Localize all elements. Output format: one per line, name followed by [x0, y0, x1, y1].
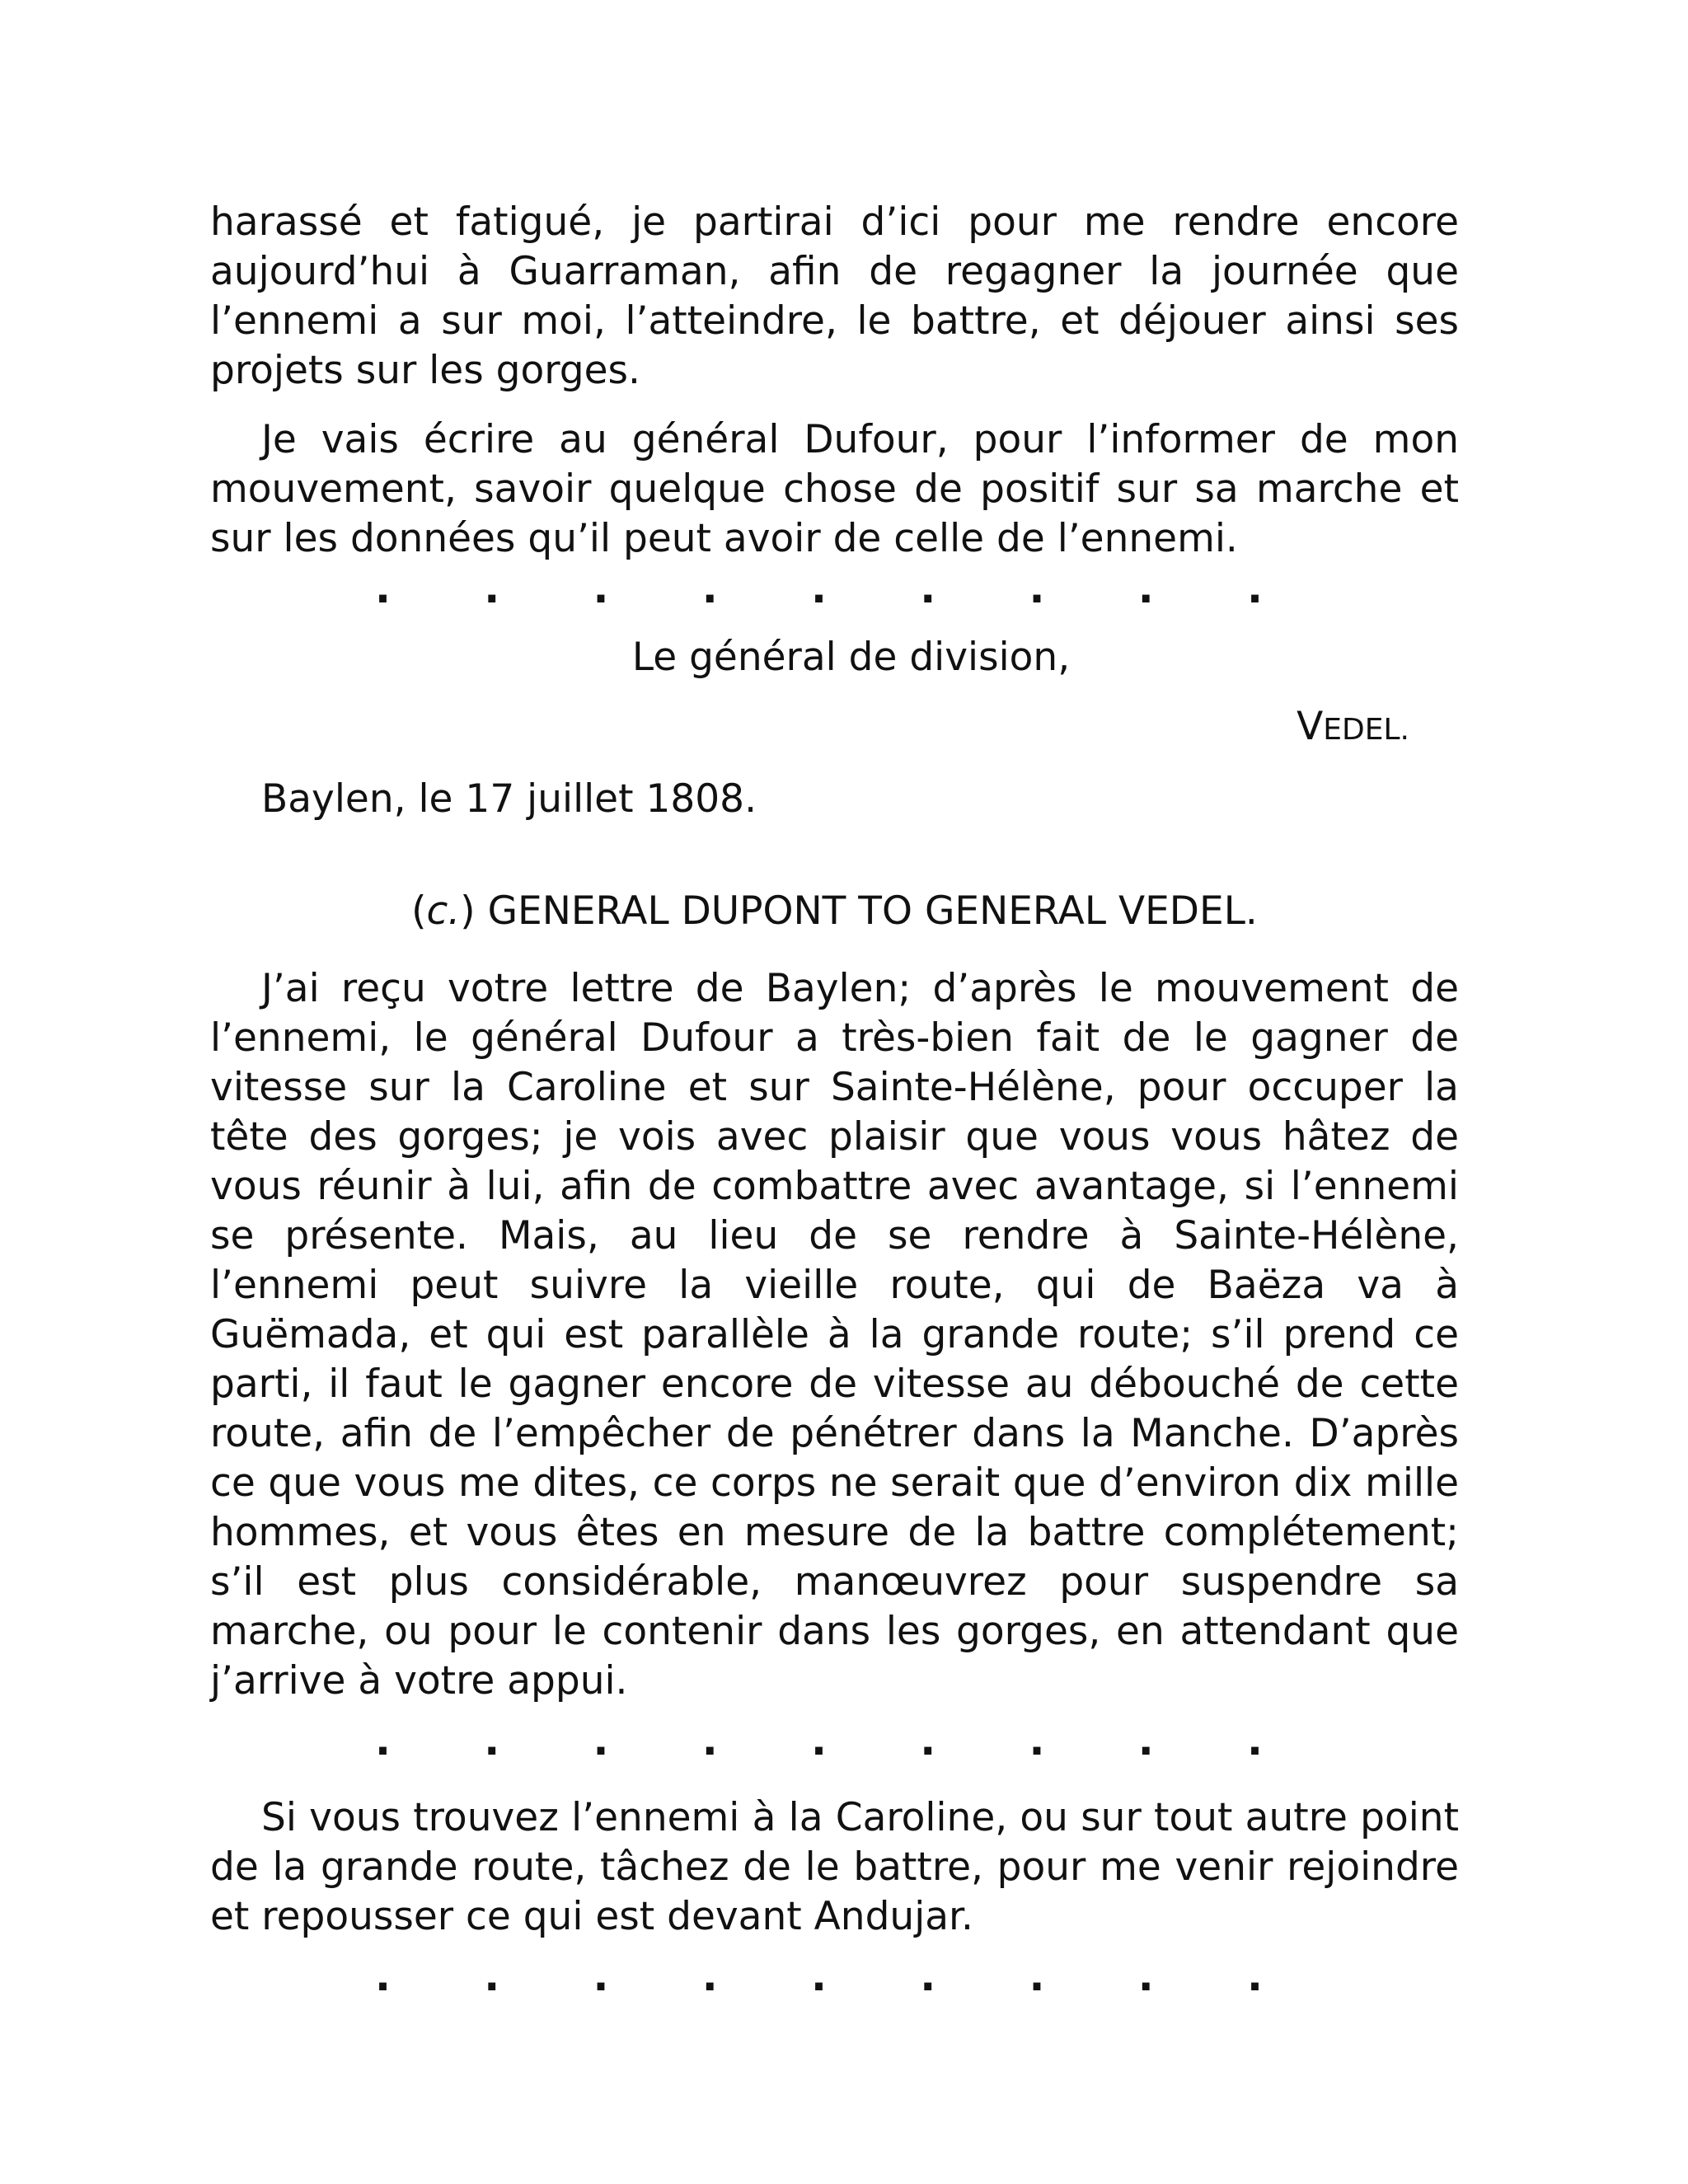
document-page [210, 198, 1459, 2001]
ellipsis-dot: . [920, 565, 936, 612]
paragraph-continuation: harassé et fatigué, je partirai d’ici pour me rendre encore aujourd’hui à Guarraman, afin de regagner la journée que l’ennemi a sur moi, l’atteindre, le battre, et déjouer ainsi ses projets sur les gorges. [210, 199, 1459, 393]
ellipsis-dot: . [593, 565, 609, 612]
ellipsis-dot: . [1137, 565, 1154, 612]
signature [210, 702, 1459, 755]
ellipsis-dot: . [1029, 565, 1045, 612]
heading-text: ) GENERAL DUPONT TO GENERAL VEDEL. [460, 888, 1258, 934]
ellipsis-dot: . [1137, 1717, 1154, 1765]
ellipsis-row [375, 564, 1263, 613]
ellipsis-dot: . [1137, 1952, 1154, 2000]
section-heading [210, 887, 1459, 936]
ellipsis-dot: . [1247, 1952, 1263, 2000]
signature-rest: EDEL. [1323, 713, 1409, 747]
paragraph-dufour-letter: Je vais écrire au général Dufour, pour l’informer de mon mouvement, savoir quelque chose de positif sur sa marche et sur les données qu’il peut avoir de celle de l’ennemi. [210, 417, 1459, 561]
ellipsis-dot: . [811, 1717, 827, 1765]
ellipsis-dot: . [920, 1952, 936, 2000]
ellipsis-dot: . [701, 1952, 718, 2000]
ellipsis-dot: . [484, 1952, 500, 2000]
ellipsis-dot: . [484, 565, 500, 612]
ellipsis-dot: . [811, 1952, 827, 2000]
ellipsis-row [375, 1716, 1263, 1765]
heading-label: c. [426, 888, 461, 934]
paragraph-caroline: Si vous trouvez l’ennemi à la Caroline, ou sur tout autre point de la grande route, tâchez de le battre, pour me venir rejoindre et repousser ce qui est devant Andujar. [210, 1795, 1459, 1939]
heading-open: ( [411, 888, 427, 934]
ellipsis-dot: . [701, 565, 718, 612]
place-date: Baylen, le 17 juillet 1808. [261, 776, 757, 822]
ellipsis-dot: . [593, 1952, 609, 2000]
ellipsis-dot: . [375, 1717, 391, 1765]
ellipsis-dot: . [375, 1952, 391, 2000]
ellipsis-dot: . [484, 1717, 500, 1765]
ellipsis-dot: . [593, 1717, 609, 1765]
ellipsis-dot: . [701, 1717, 718, 1765]
ellipsis-dot: . [920, 1717, 936, 1765]
ellipsis-dot: . [1247, 565, 1263, 612]
signature-initial: V [1296, 704, 1324, 749]
ellipsis-dot: . [1029, 1717, 1045, 1765]
ellipsis-dot: . [811, 565, 827, 612]
paragraph-dupont-letter: J’ai reçu votre lettre de Baylen; d’après le mouvement de l’ennemi, le général Dufour a très-bien fait de le gagner de vitesse sur la Caroline et sur Sainte-Hélène, pour occuper la tête des gorges; je vois avec plaisir que vous vous hâtez de vous réunir à lui, afin de combattre avec avantage, si l’ennemi se présente. Mais, au lieu de se rendre à Sainte-Hélène, l’ennemi peut suivre la vieille route, qui de Baëza va à Guëmada, et qui est parallèle à la grande route; s’il prend ce parti, il faut le gagner encore de vitesse au débouché de cette route, afin de l’empêcher de pénétrer dans la Manche. D’après ce que vous me dites, ce corps ne serait que d’environ dix mille hommes, et vous êtes en mesure de la battre complétement; s’il est plus considérable, manœuvrez pour suspendre sa marche, ou pour le contenir dans les gorges, en attendant que j’arrive à votre appui. [210, 966, 1459, 1704]
ellipsis-dot: . [1247, 1717, 1263, 1765]
ellipsis-dot: . [375, 565, 391, 612]
ellipsis-row [375, 1952, 1263, 2001]
closing-line: Le général de division, [631, 635, 1071, 680]
ellipsis-dot: . [1029, 1952, 1045, 2000]
